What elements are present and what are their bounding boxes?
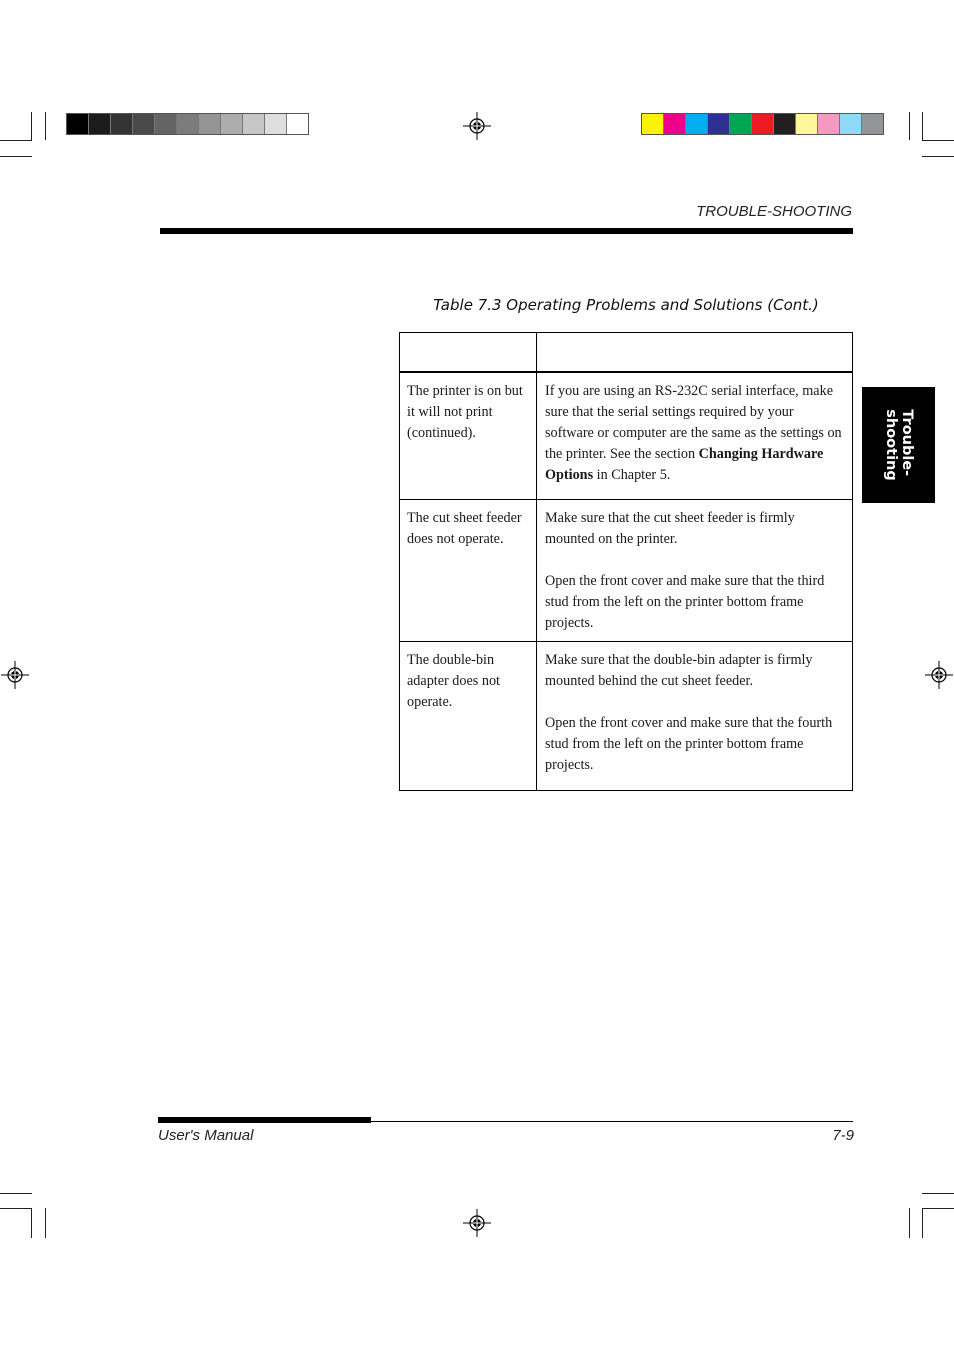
solution-text: Make sure that the double-bin adapter is firmly mounted behind the cut sheet feeder. [545,652,813,689]
table-row [400,500,853,642]
crop-mark [922,1208,954,1209]
calibration-swatch [796,114,818,134]
section-reference: Changing Hardware Options [545,446,824,483]
footer-rule [158,1117,371,1123]
calibration-swatch [67,114,89,134]
calibration-swatch [199,114,221,134]
calibration-swatch [265,114,287,134]
registration-mark-icon [925,661,953,689]
calibration-swatch [642,114,664,134]
solution-cell [537,642,853,791]
calibration-swatch [155,114,177,134]
crop-mark [0,156,32,157]
registration-mark-icon [463,1209,491,1237]
chapter-side-tab [862,387,935,503]
crop-mark [922,112,923,140]
problems-solutions-table [399,332,853,791]
header-rule [160,228,853,234]
solution-cell [537,372,853,500]
table-title: Table 7.3 Operating Problems and Solutions (Cont.) [433,296,819,314]
calibration-swatch [111,114,133,134]
crop-mark [922,1193,954,1194]
crop-mark [0,140,32,141]
color-calibration-bar [641,113,884,135]
registration-mark-icon [463,112,491,140]
solution-text: Open the front cover and make sure that the fourth stud from the left on the printer bottom frame projects. [545,715,833,773]
side-tab-line: Trouble- [898,409,915,477]
footer-rule [371,1121,853,1122]
crop-mark [922,156,954,157]
solution-text: in Chapter 5. [593,467,671,483]
calibration-swatch [752,114,774,134]
calibration-swatch [840,114,862,134]
solution-text: Open the front cover and make sure that the third stud from the left on the printer bottom frame projects. [545,573,825,631]
crop-mark [31,1208,32,1238]
calibration-swatch [89,114,111,134]
grayscale-calibration-bar [66,113,309,135]
solution-text: Make sure that the cut sheet feeder is firmly mounted on the printer. [545,510,795,547]
problem-cell: The cut sheet feeder does not operate. [400,500,537,642]
calibration-swatch [818,114,840,134]
calibration-swatch [243,114,265,134]
crop-mark [0,1193,32,1194]
calibration-swatch [686,114,708,134]
table-header-row [400,333,853,373]
calibration-swatch [177,114,199,134]
solution-text: If you are using an RS-232C serial interface, make sure that the serial settings required by your software or computer are the same as the settings on the printer. See the section [545,383,842,462]
crop-mark [31,112,32,140]
page-number: 7-9 [832,1127,854,1144]
crop-mark [909,1208,910,1238]
problem-cell: The double-bin adapter does not operate. [400,642,537,791]
crop-mark [922,140,954,141]
crop-mark [0,1208,32,1209]
calibration-swatch [664,114,686,134]
table-row [400,372,853,500]
column-header [400,333,537,373]
calibration-swatch [730,114,752,134]
running-header: TROUBLE-SHOOTING [696,203,852,220]
crop-mark [909,112,910,140]
solution-cell [537,500,853,642]
calibration-swatch [287,114,308,134]
crop-mark [45,112,46,140]
calibration-swatch [133,114,155,134]
crop-mark [45,1208,46,1238]
problem-cell: The printer is on but it will not print (continued). [400,372,537,500]
column-header [537,333,853,373]
footer-manual-title: User's Manual [158,1127,254,1144]
crop-mark [922,1208,923,1238]
calibration-swatch [862,114,883,134]
table-row [400,642,853,791]
registration-mark-icon [1,661,29,689]
calibration-swatch [774,114,796,134]
calibration-swatch [221,114,243,134]
side-tab-line: shooting [882,409,899,481]
side-tab-label [883,409,915,480]
calibration-swatch [708,114,730,134]
